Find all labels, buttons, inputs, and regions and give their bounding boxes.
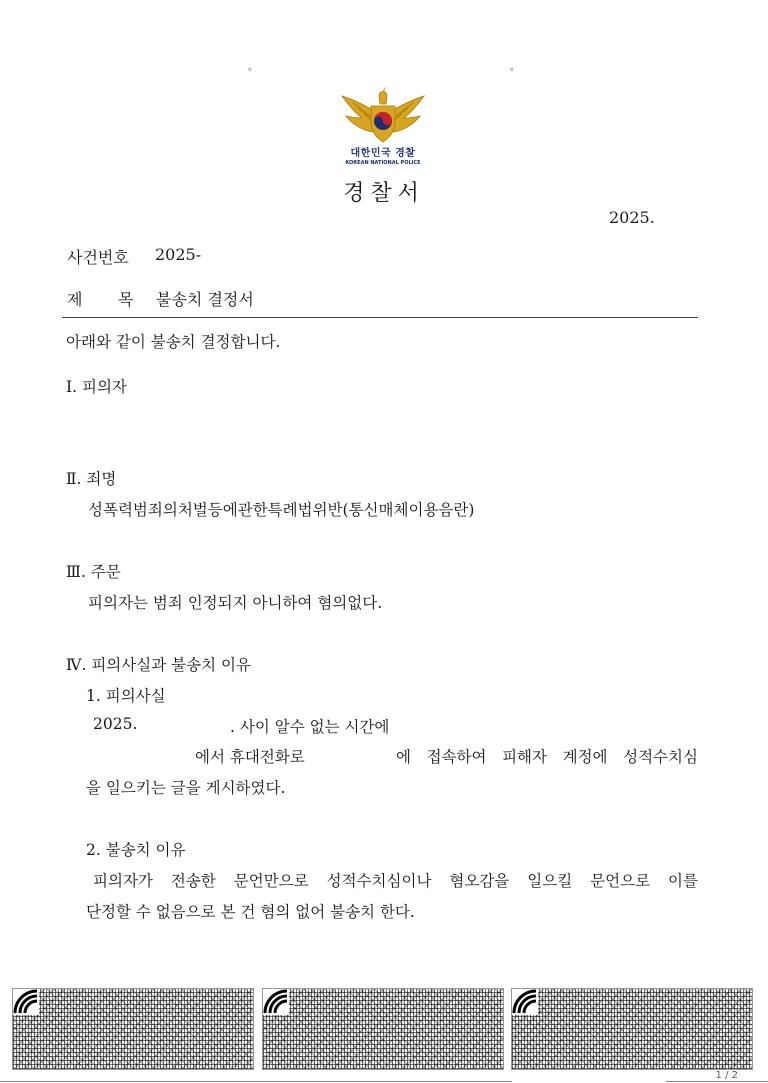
word: 피의자가 [93,872,153,890]
case-number-value: 2025- [155,245,202,264]
word: 계정에 [562,748,608,766]
document-title: 경찰서 [343,181,425,206]
case-number-label: 사건번호 [67,248,129,267]
subject-label-2: 목 [118,290,134,309]
footer-line-right [666,1081,768,1082]
document-date: 2025. [609,208,655,227]
logo-name-en: KOREAN NATIONAL POLICE [345,160,421,166]
section-2-body: 성폭력범죄의처벌등에관한특례법위반(통신매체이용음란) [88,501,475,519]
word: 혐오감을 [449,872,510,890]
section-4-2-heading: 2. 불송치 이유 [86,841,186,859]
section-4-1-heading: 1. 피의사실 [86,687,166,705]
word: 이를 [668,872,698,890]
word: 성적수치심이나 [326,872,432,890]
section-2-heading: Ⅱ. 죄명 [66,470,117,488]
section-1-heading: Ⅰ. 피의자 [66,378,127,396]
verification-code-2 [262,988,504,1070]
reason-line-2: 단정할 수 없음으로 본 건 혐의 없어 불송치 한다. [86,903,415,921]
word: 일으킬 [527,872,573,890]
word: 전송한 [170,872,216,890]
section-4-heading: Ⅳ. 피의사실과 불송치 이유 [66,656,251,674]
intro-text: 아래와 같이 불송치 결정합니다. [66,333,281,351]
word: 문언만으로 [233,872,309,890]
subject-label-1: 제 [67,290,83,309]
verification-code-1 [12,988,254,1070]
divider-line [62,317,698,318]
footer-line-left [0,1081,512,1082]
page-number: 1 / 2 [715,1070,738,1081]
word: 접속하여 [426,748,487,766]
word: 에 [396,748,411,766]
fact-line-2-part-1: 에서 휴대전화로 [195,748,305,766]
verification-code-3 [511,988,753,1070]
word: 문언으로 [590,872,651,890]
fact-line-3: 을 일으키는 글을 게시하였다. [86,779,286,797]
section-3-heading: Ⅲ. 주문 [66,563,121,581]
subject-value: 불송치 결정서 [156,290,254,309]
word: 피해자 [502,748,547,766]
logo-caption [336,144,430,166]
header-dot-left: 。 [248,62,258,73]
fact-line-1-date: 2025. [93,715,138,733]
word: 성적수치심 [623,748,698,766]
fact-line-1-rest: . 사이 알수 없는 시간에 [230,718,390,736]
fact-line-2-part-2 [396,745,698,767]
reason-line-1 [93,869,698,891]
header-dot-right: 。 [510,62,520,73]
logo-name-kr: 대한민국 경찰 [350,148,416,159]
section-3-body: 피의자는 범죄 인정되지 아니하여 혐의없다. [88,594,383,612]
